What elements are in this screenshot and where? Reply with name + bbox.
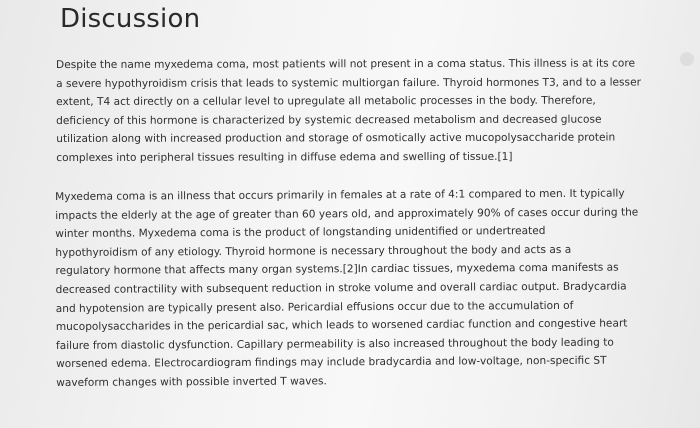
paragraph-line: mucopolysaccharides in the pericardial sac, which leads to worsened cardiac function and congestive heart [55,317,628,334]
paragraph-line: hypothyroidism of any etiology. Thyroid hormone is necessary throughout the body and acts as a [55,243,572,259]
paragraph-line: winter months. Myxedema coma is the product of longstanding unidentified or undertreated [55,225,546,241]
paragraph-line: failure from diastolic dysfunction. Capillary permeability is also increased throughout the body leading to [55,336,614,352]
paragraph-line: worsened edema. Electrocardiogram findings may include bradycardia and low-voltage, non-specific ST [56,354,607,371]
paragraph-line: deficiency of this hormone is characterized by systemic decreased metabolism and decreased glucose [56,113,602,127]
paragraph-line: and hypotension are typically present also. Pericardial effusions occur due to the accumulation of [55,299,574,315]
paragraph-line: impacts the elderly at the age of greater than 60 years old, and approximately 90% of cases occur during the [55,206,639,222]
paragraph-line: a severe hypothyroidism crisis that leads to systemic multiorgan failure. Thyroid hormones T3, and to a lesser [56,76,641,90]
paragraph-1 [56,54,676,167]
page-title: Discussion [60,4,201,34]
paragraph-line: decreased contractility with subsequent reduction in stroke volume and overall cardiac output. Bradycardia [55,280,627,296]
paragraph-line: Despite the name myxedema coma, most patients will not present in a coma status. This illness is at its core [56,57,635,71]
paragraph-line: extent, T4 act directly on a cellular level to upregulate all metabolic processes in the body. Therefore, [56,94,596,109]
paragraph-line: Myxedema coma is an illness that occurs primarily in females at a rate of 4:1 compared to men. It typically [55,187,625,203]
paragraph-line: utilization along with increased production and storage of osmotically active mucopolysaccharide protein [56,131,616,146]
page-corner-mark [680,52,694,66]
paragraph-line: complexes into peripheral tissues resulting in diffuse edema and swelling of tissue.[1] [56,150,513,164]
paragraph-2 [55,184,676,392]
paragraph-line: regulatory hormone that affects many organ systems.[2]In cardiac tissues, myxedema coma manifests as [55,261,619,278]
paragraph-line: waveform changes with possible inverted T waves. [56,375,327,389]
